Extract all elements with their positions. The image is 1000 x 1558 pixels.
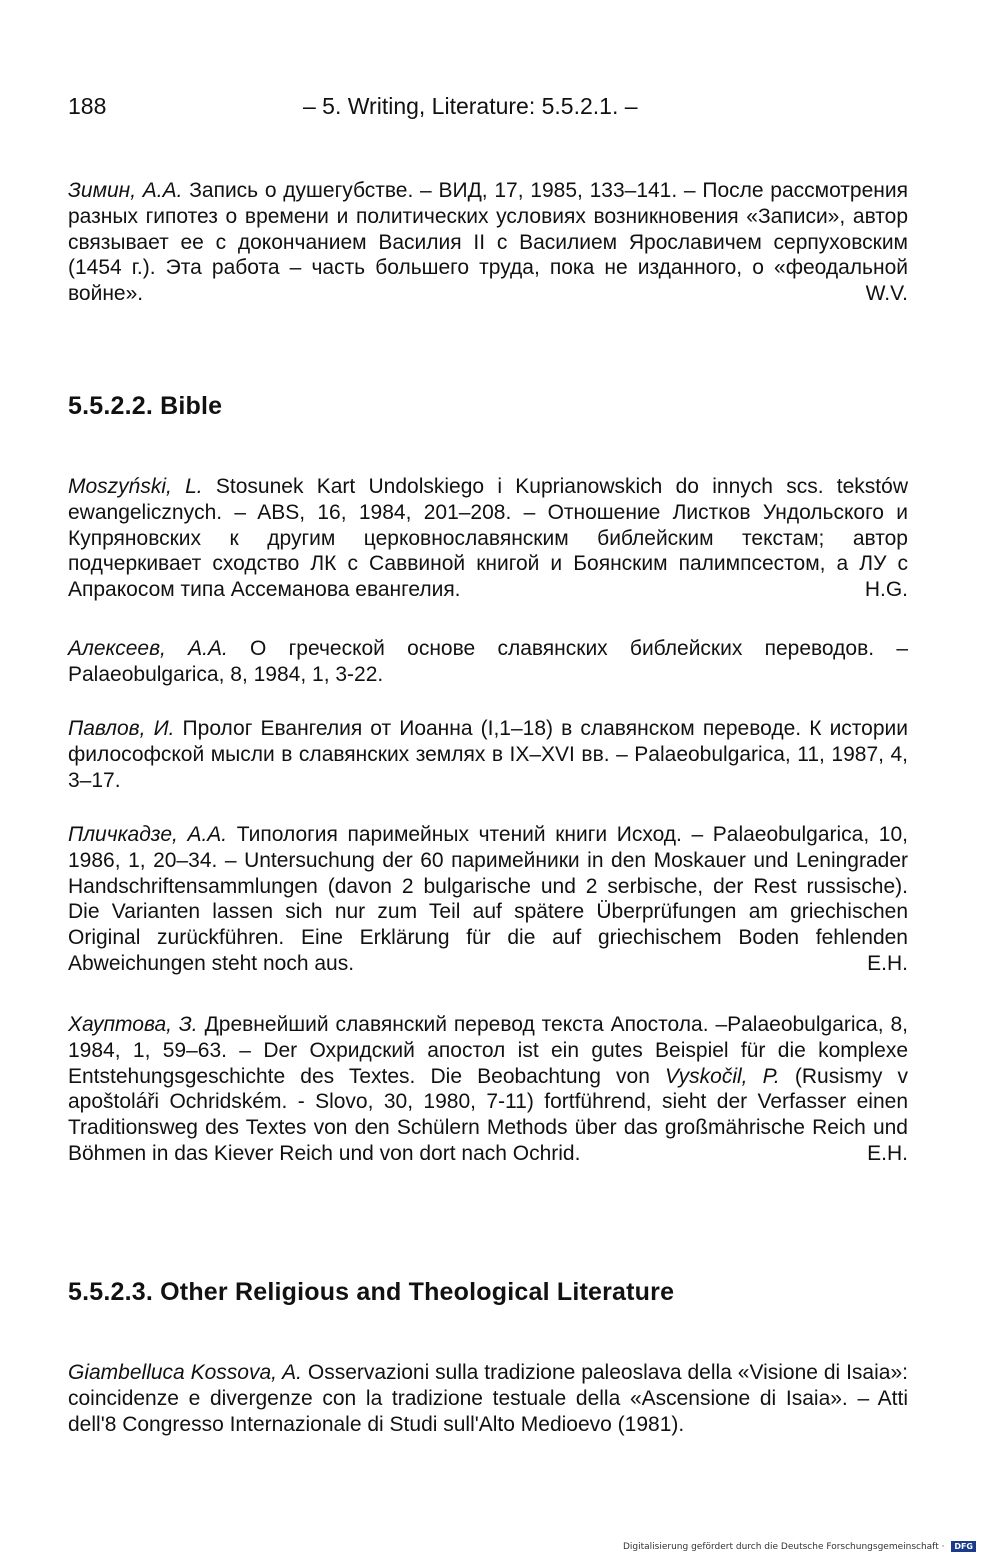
footer-text: Digitalisierung gefördert durch die Deutsche Forschungsgemeinschaft · — [622, 1542, 945, 1552]
entry-author: Пличкадзе, А.А. — [68, 823, 228, 846]
bibliography-entry — [68, 178, 908, 307]
section-heading-other-literature: 5.5.2.3. Other Religious and Theological Literature — [68, 1278, 675, 1306]
entry-author: Алексеев, А.А. — [68, 637, 228, 660]
entry-author: Moszyński, L. — [68, 475, 203, 498]
entry-text: Stosunek Kart Undolskiego i Kuprianowskich do innych scs. tekstów ewangelicznych. – ABS, 16, 1984, 201–208. – Отношение Листков Ундольского и Купряновских к другим церковнославянским библейским текстам; автор подчеркивает сходство ЛК с Саввиной книгой и Боянским палимпсестом, а ЛУ с Апракосом типа Ассеманова евангелия. — [68, 475, 908, 602]
entry-cited-author: Vyskočil, P. — [665, 1064, 780, 1088]
entry-author: Giambelluca Kossova, A. — [68, 1361, 302, 1384]
bibliography-entry — [68, 1012, 908, 1167]
bibliography-entry — [68, 1360, 908, 1437]
bibliography-entry — [68, 822, 908, 977]
digitization-footer — [623, 1541, 976, 1552]
entry-author: Хауптова, З. — [68, 1013, 198, 1036]
entry-text: О греческой основе славянских библейских переводов. – Palaeobulgarica, 8, 1984, 1, 3-22. — [68, 637, 908, 686]
entry-text: Типология паримейных чтений книги Исход. – Palaeobulgarica, 10, 1986, 1, 20–34. – Untersuchung der 60 паримейники in den Moskauer und Leningrader Handschriftensammlungen (davon 2 bulgarische und 2 serbische, der Rest russische). Die Varianten lassen sich nur zum Teil auf spätere Überprüfungen am griechischen Original zurückführen. Eine Erklärung für die auf griechischem Boden fehlenden Abweichungen steht noch aus. — [68, 823, 908, 975]
page-header — [68, 93, 908, 123]
entry-text: Запись о душегубстве. – ВИД, 17, 1985, 133–141. – После рассмотрения разных гипотез о времени и политических условиях возникновения «Записи», автор связывает ее с докончанием Василия II с Василием Ярославичем серпуховским (1454 г.). Эта работа – часть большего труда, пока не изданного, о «феодальной войне». — [68, 179, 908, 306]
entry-initials: E.H. — [867, 951, 908, 975]
entry-initials: H.G. — [864, 578, 908, 602]
entry-initials: E.H. — [867, 1141, 908, 1165]
running-head: – 5. Writing, Literature: 5.5.2.1. – — [303, 93, 638, 119]
page-number: 188 — [68, 93, 107, 119]
dfg-logo-icon: DFG — [951, 1541, 976, 1552]
entry-initials: W.V. — [865, 282, 908, 306]
entry-text: (Rusismy v apoštoláři Ochridském. - Slovo, 30, 1980, 7-11) fortführend, sieht der Verfasser einen Traditionsweg des Textes von den Schülern Methods über das großmährische Reich und Böhmen in das Kiever Reich und von dort nach Ochrid. — [68, 1064, 908, 1165]
bibliography-entry — [68, 636, 908, 688]
entry-text: Пролог Евангелия от Иоанна (I,1–18) в славянском переводе. К истории философской мысли в славянских землях в IX–XVI вв. – Palaeobulgarica, 11, 1987, 4, 3–17. — [68, 717, 908, 792]
bibliography-entry — [68, 716, 908, 793]
entry-text: Древнейший славянский перевод текста Апостола. –Palaeobulgarica, 8, 1984, 1, 59–63. – Der Охридский апостол ist ein gutes Beispiel für die komplexe Entstehungsgeschichte des Textes. Die Beobachtung von — [68, 1013, 908, 1088]
entry-author: Павлов, И. — [68, 717, 175, 740]
section-heading-bible: 5.5.2.2. Bible — [68, 392, 223, 420]
entry-author: Зимин, А.А. — [68, 179, 183, 202]
entry-text: Osservazioni sulla tradizione paleoslava della «Visione di Isaia»: coincidenze e divergenze con la tradizione testuale della «Ascensione di Isaia». – Atti dell'8 Congresso Internazionale di Studi sull'Alto Medioevo (1981). — [68, 1361, 908, 1436]
bibliography-entry — [68, 474, 908, 603]
